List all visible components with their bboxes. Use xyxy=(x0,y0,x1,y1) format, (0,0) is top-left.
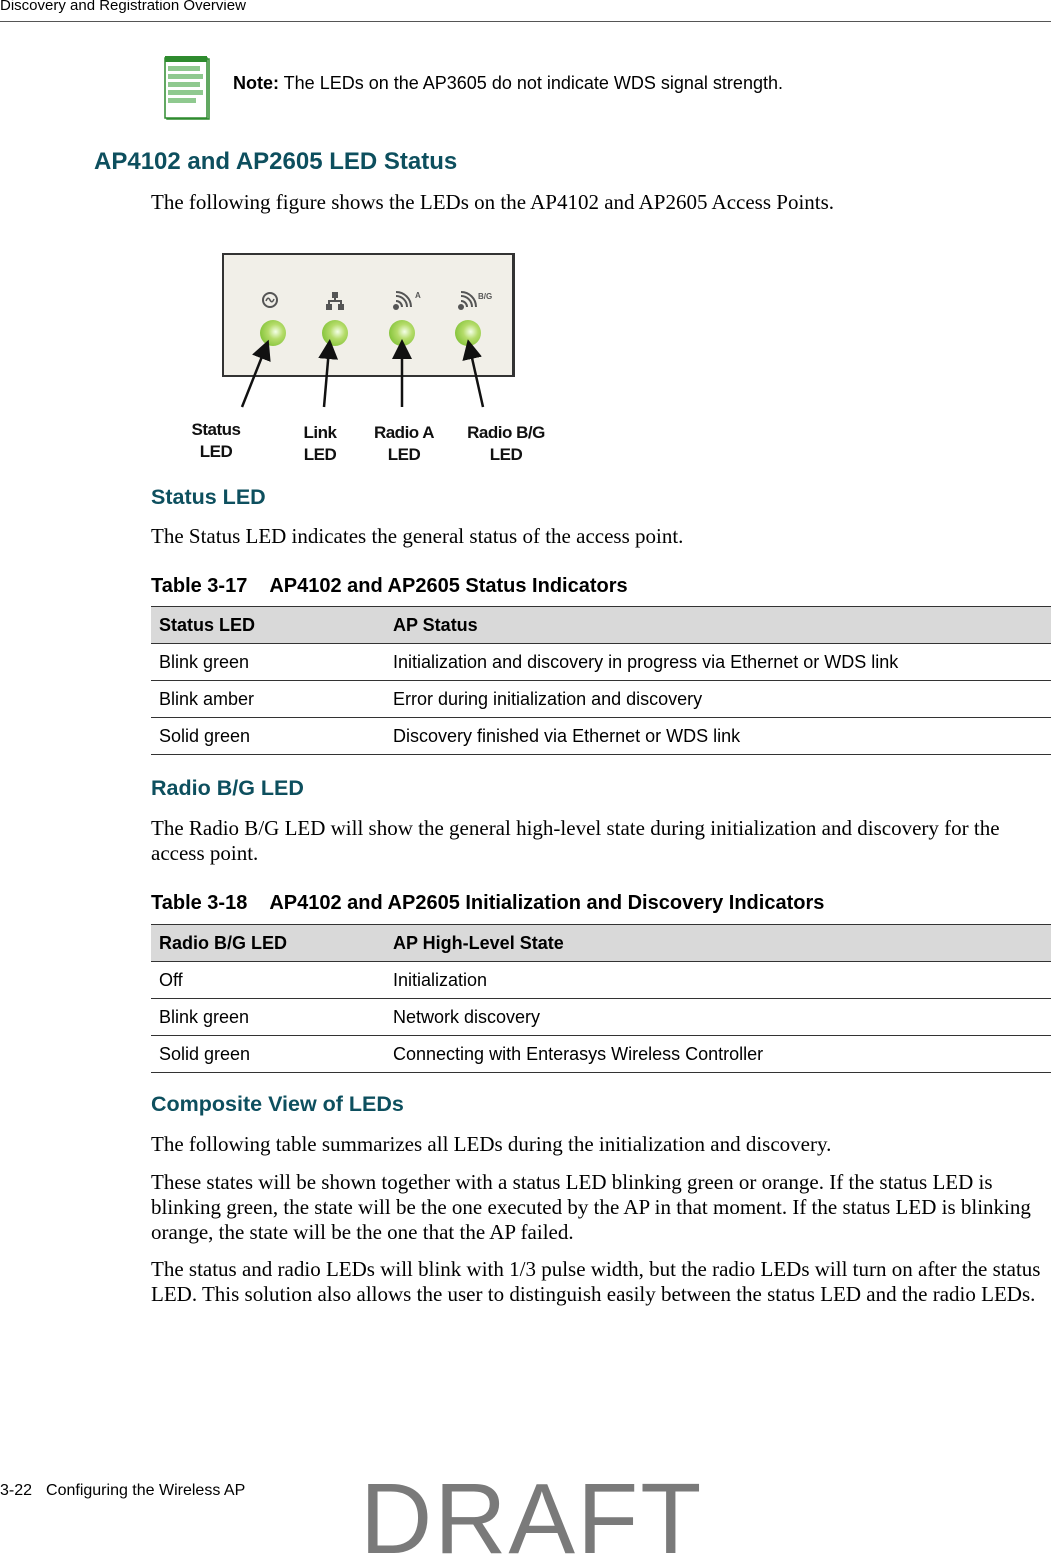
section-title: AP4102 and AP2605 LED Status xyxy=(94,148,458,175)
column-header: AP Status xyxy=(385,607,1051,644)
composite-heading: Composite View of LEDs xyxy=(151,1092,404,1116)
column-header: AP High-Level State xyxy=(385,925,1051,962)
table-row xyxy=(151,681,1051,718)
radio-bg-superscript: B/G xyxy=(478,292,493,301)
table-cell: Solid green xyxy=(151,1036,385,1073)
table-title: AP4102 and AP2605 Initialization and Discovery Indicators xyxy=(269,892,825,914)
table-cell: Blink amber xyxy=(151,681,385,718)
page-footer xyxy=(0,1482,259,1500)
discovery-indicators-table xyxy=(151,924,1051,1073)
label-line: Radio B/G xyxy=(467,423,545,442)
table-header-row xyxy=(151,925,1051,962)
label-line: Link xyxy=(303,423,337,442)
running-header: Discovery and Registration Overview xyxy=(0,0,246,14)
label-line: Radio A xyxy=(373,423,435,442)
composite-paragraph: These states will be shown together with a status LED blinking green or orange. If the status LED is blinking green, the state will be the one executed by the AP in that moment. If the status LED is blinking orange, the state will be the one that the AP failed. xyxy=(151,1170,1031,1244)
table-cell: Off xyxy=(151,962,385,999)
composite-paragraph: The status and radio LEDs will blink with 1/3 pulse width, but the radio LEDs will turn on after the status LED. This solution also allows the user to distinguish easily between the status LED and the radio LEDs. xyxy=(151,1257,1041,1306)
table-cell: Initialization and discovery in progress via Ethernet or WDS link xyxy=(385,644,1051,681)
table-cell: Error during initialization and discovery xyxy=(385,681,1051,718)
table-cell: Network discovery xyxy=(385,999,1051,1036)
status-indicators-table xyxy=(151,606,1051,755)
table-number: Table 3-18 xyxy=(151,892,248,914)
table-cell: Blink green xyxy=(151,999,385,1036)
composite-paragraph: The following table summarizes all LEDs during the initialization and discovery. xyxy=(151,1132,832,1156)
table-cell: Initialization xyxy=(385,962,1051,999)
radio-bg-led-label xyxy=(458,422,554,466)
label-line: LED xyxy=(489,445,523,464)
note-label: Note: xyxy=(233,73,279,93)
table-title: AP4102 and AP2605 Status Indicators xyxy=(269,575,628,597)
label-line: Status xyxy=(191,420,241,439)
notepad-icon xyxy=(164,54,210,120)
label-line: LED xyxy=(199,442,233,461)
table1-caption xyxy=(151,575,650,598)
table-row xyxy=(151,718,1051,755)
status-led-text: The Status LED indicates the general status of the access point. xyxy=(151,524,684,548)
table-row xyxy=(151,1036,1051,1073)
section-intro: The following figure shows the LEDs on the AP4102 and AP2605 Access Points. xyxy=(151,190,835,214)
label-line: LED xyxy=(387,445,421,464)
link-led-label xyxy=(280,422,360,466)
status-led-label xyxy=(176,419,256,463)
table-row xyxy=(151,644,1051,681)
radio-led-heading: Radio B/G LED xyxy=(151,776,304,800)
table-number: Table 3-17 xyxy=(151,575,248,597)
table-row xyxy=(151,999,1051,1036)
column-header: Radio B/G LED xyxy=(151,925,385,962)
radio-a-led-label xyxy=(359,422,449,466)
table-header-row xyxy=(151,607,1051,644)
column-header: Status LED xyxy=(151,607,385,644)
note xyxy=(233,73,783,94)
label-line: LED xyxy=(303,445,337,464)
table-cell: Discovery finished via Ethernet or WDS link xyxy=(385,718,1051,755)
note-text: The LEDs on the AP3605 do not indicate WDS signal strength. xyxy=(279,73,783,93)
status-led-heading: Status LED xyxy=(151,485,266,509)
page-number: 3-22 xyxy=(0,1482,33,1499)
table-row xyxy=(151,962,1051,999)
table2-caption xyxy=(151,892,846,915)
draft-watermark: DRAFT xyxy=(360,1463,704,1555)
led-figure xyxy=(150,245,625,475)
chapter-title: Configuring the Wireless AP xyxy=(46,1482,246,1499)
radio-led-text: The Radio B/G LED will show the general high-level state during initialization and discovery for the access point. xyxy=(151,816,1000,865)
table-cell: Blink green xyxy=(151,644,385,681)
table-cell: Connecting with Enterasys Wireless Controller xyxy=(385,1036,1051,1073)
radio-a-superscript: A xyxy=(415,291,421,300)
header-rule xyxy=(0,21,1051,22)
table-cell: Solid green xyxy=(151,718,385,755)
